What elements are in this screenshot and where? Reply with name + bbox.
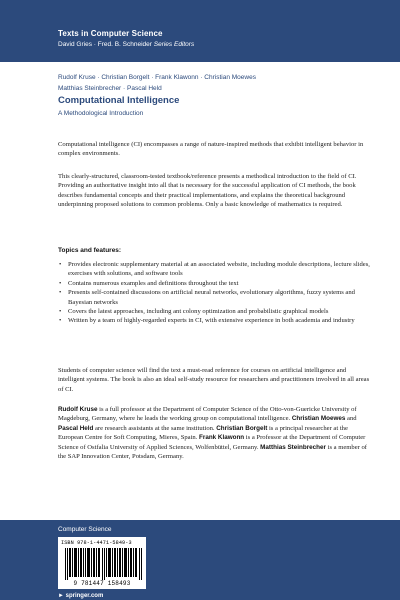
barcode-number: 9 781447 158493 <box>73 580 131 587</box>
category-label: Computer Science <box>58 526 112 533</box>
list-item <box>58 288 376 307</box>
topics-heading: Topics and features: <box>58 247 122 254</box>
topic-text: Covers the latest approaches, including ant colony optimization and probabilistic graphical models <box>68 308 329 316</box>
topic-text: Written by a team of highly-regarded experts in CI, with extensive experience in both academia and industry <box>68 317 355 325</box>
bio-text: and <box>345 415 357 423</box>
bio-text: is a principal researcher at the European Centre for Soft Computing, Mieres, Spain. <box>58 424 348 442</box>
isbn-text: ISBN 978-1-4471-5849-3 <box>61 540 132 546</box>
bio-text: is a member of the SAP Innovation Center, Potsdam, Germany. <box>58 443 367 461</box>
barcode-bars <box>65 548 143 580</box>
bullet-icon: • <box>59 289 62 297</box>
bio-name-kruse: Rudolf Kruse <box>58 406 98 413</box>
website-text: springer.com <box>65 593 104 599</box>
bio-name-klawonn: Frank Klawonn <box>199 434 245 442</box>
bullet-icon: • <box>59 317 62 325</box>
barcode <box>58 537 146 589</box>
bullet-icon: • <box>59 308 62 316</box>
bio-text: is a full professor at the Department of Computer Science of the Otto-von-Guericke University of Magdeburg, Germany, where he leads the working group on computational intelligence. <box>58 406 357 423</box>
authors-line-2: Matthias Steinbrecher · Pascal Held <box>58 85 162 92</box>
summary-paragraph: This clearly-structured, classroom-tested textbook/reference presents a methodical introduction to the field of CI. Providing an authoritative insight into all that is necessary for the successful application of CI methods, the book describes fundamental concepts and their practical implementations, and explains the theoretical background underpinning proposed solutions to common problems. Only a basic knowledge of mathematics is required. <box>58 173 357 209</box>
authors-line-1: Rudolf Kruse · Christian Borgelt · Frank Klawonn · Christian Moewes <box>58 74 256 81</box>
author-bios-paragraph <box>58 405 372 461</box>
series-editors <box>58 41 194 48</box>
bio-name-steinbrecher: Matthias Steinbrecher <box>260 443 326 451</box>
series-title: Texts in Computer Science <box>58 29 163 38</box>
bio-name-held: Pascal Held <box>58 424 94 432</box>
list-item <box>58 260 376 279</box>
publisher-website <box>58 593 103 599</box>
bullet-icon: • <box>59 261 62 268</box>
bio-text: are research assistants at the same institution. <box>93 424 217 432</box>
book-authors <box>58 72 388 94</box>
series-header-band <box>0 0 400 62</box>
topic-text: Presents self-contained discussions on artificial neural networks, evolutionary algorithms, fuzzy systems and Bayesian networks <box>68 289 355 306</box>
list-item <box>58 307 376 316</box>
topic-text: Contains numerous examples and definitions throughout the text <box>68 279 239 287</box>
book-subtitle: A Methodological Introduction <box>58 110 144 117</box>
series-editors-role: Series Editors <box>153 41 195 48</box>
bullet-icon: • <box>59 279 62 287</box>
audience-paragraph: Students of computer science will find the text a must-read reference for courses on artificial intelligence and intelligent systems. The book is also an ideal self-study resource for researchers and practitioners involved in all areas of CI. <box>58 367 370 393</box>
topics-list <box>58 260 376 326</box>
intro-paragraph: Computational intelligence (CI) encompasses a range of nature-inspired methods that exhibit intelligent behavior in complex environments. <box>58 141 364 158</box>
footer-band <box>0 520 400 600</box>
arrow-icon: ► <box>58 593 64 599</box>
list-item <box>58 316 376 325</box>
list-item <box>58 279 376 288</box>
book-title: Computational Intelligence <box>58 95 180 106</box>
topic-text: Provides electronic supplementary material at an associated website, including module descriptions, lecture slides, exercises with solutions, and software tools <box>68 261 370 278</box>
bio-name-moewes: Christian Moewes <box>291 415 346 423</box>
bio-name-borgelt: Christian Borgelt <box>216 424 268 432</box>
series-editor-names: David Gries · Fred. B. Schneider <box>58 41 152 48</box>
bio-text: is a Professor at the Department of Computer Science of Ostfalia University of Applied Sciences, Wolfenbüttel, Germany. <box>58 434 366 451</box>
